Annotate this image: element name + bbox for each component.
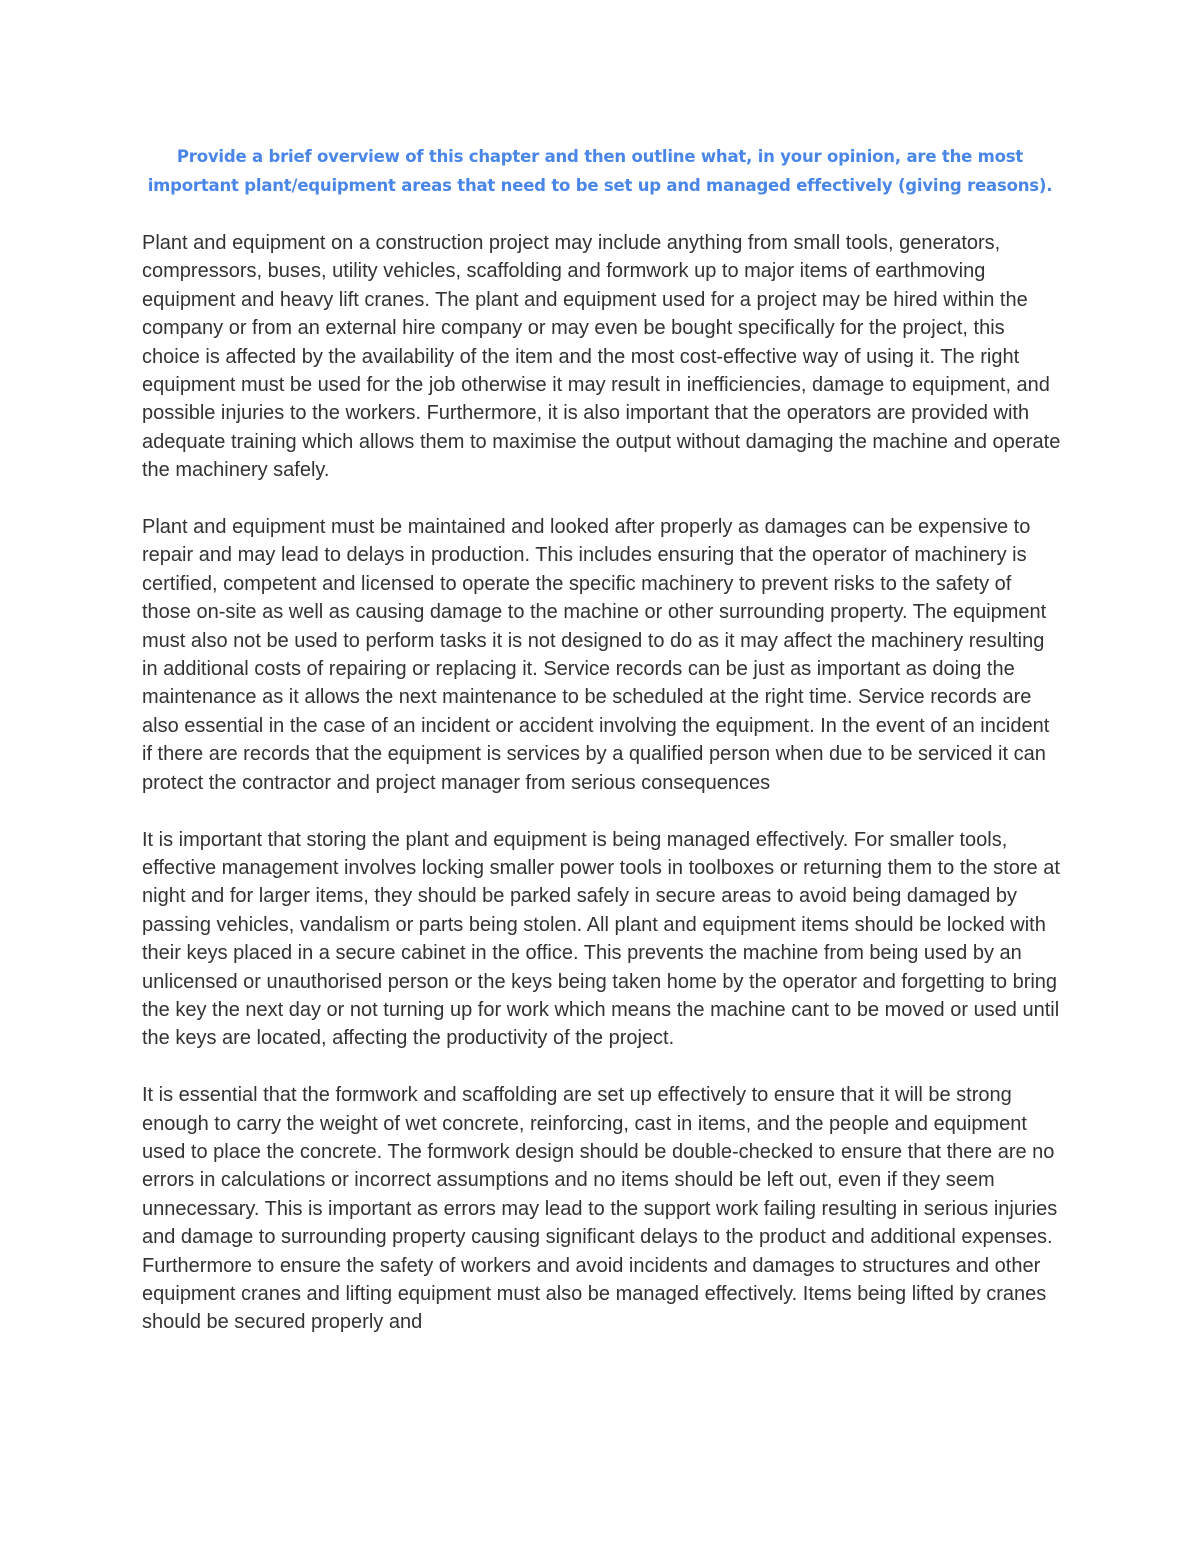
paragraph-maintenance: Plant and equipment must be maintained and looked after properly as damages can be expensive to repair and may lead to delays in production. This includes ensuring that the operator of machinery is certified, competent and licensed to operate the specific machinery to prevent risks to the safety of those on-site as well as causing damage to the machine or other surrounding property. The equipment must also not be used to perform tasks it is not designed to do as it may affect the machinery resulting in additional costs of repairing or replacing it. Service records can be just as important as doing the maintenance as it allows the next maintenance to be scheduled at the right time. Service records are also essential in the case of an incident or accident involving the equipment. In the event of an incident if there are records that the equipment is services by a qualified person when due to be serviced it can protect the contractor and project manager from serious consequences <box>142 516 1050 794</box>
document-body <box>142 229 1062 1365</box>
paragraph-formwork-scaffolding: It is essential that the formwork and scaffolding are set up effectively to ensure that it will be strong enough to carry the weight of wet concrete, reinforcing, cast in items, and the people and equipment used to place the concrete. The formwork design should be double-checked to ensure that there are no errors in calculations or incorrect assumptions and no items should be left out, even if they seem unnecessary. This is important as errors may lead to the support work failing resulting in serious injuries and damage to surrounding property causing significant delays to the product and additional expenses. Furthermore to ensure the safety of workers and avoid incidents and damages to structures and other equipment cranes and lifting equipment must also be managed effectively. Items being lifted by cranes should be secured properly and <box>142 1084 1058 1334</box>
paragraph-plant-overview: Plant and equipment on a construction project may include anything from small tools, generators, compressors, buses, utility vehicles, scaffolding and formwork up to major items of earthmoving equipment and heavy lift cranes. The plant and equipment used for a project may be hired within the company or from an external hire company or may even be bought specifically for the project, this choice is affected by the availability of the item and the most cost-effective way of using it. The right equipment must be used for the job otherwise it may result in inefficiencies, damage to equipment, and possible injuries to the workers. Furthermore, it is also important that the operators are provided with adequate training which allows them to maximise the output without damaging the machine and operate the machinery safely. <box>142 232 1061 482</box>
question-heading: Provide a brief overview of this chapter and then outline what, in your opinion, are the most important plant/equipment areas that need to be set up and managed effectively (giving reasons). <box>147 147 1053 195</box>
paragraph-storage: It is important that storing the plant and equipment is being managed effectively. For smaller tools, effective management involves locking smaller power tools in toolboxes or returning them to the store at night and for larger items, they should be parked safely in secure areas to avoid being damaged by passing vehicles, vandalism or parts being stolen. All plant and equipment items should be locked with their keys placed in a secure cabinet in the office. This prevents the machine from being used by an unlicensed or unauthorised person or the keys being taken home by the operator and forgetting to bring the key the next day or not turning up for work which means the machine cant to be moved or used until the keys are located, affecting the productivity of the project. <box>142 828 1060 1050</box>
